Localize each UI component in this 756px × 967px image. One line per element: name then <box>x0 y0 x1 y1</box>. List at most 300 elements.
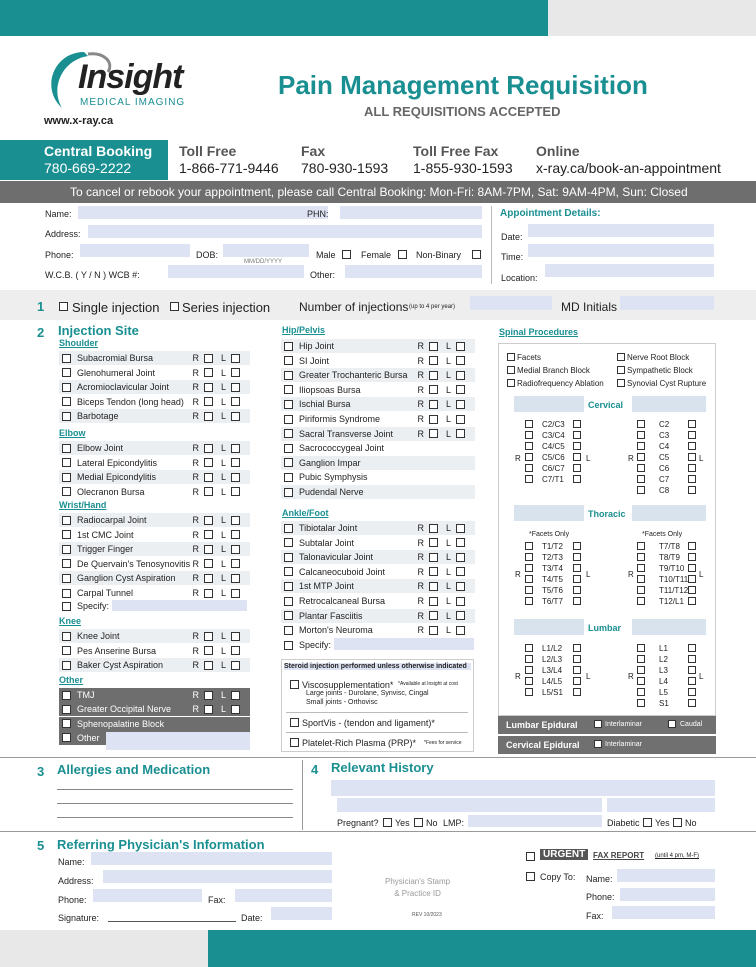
series-injection-label: Series injection <box>182 300 271 315</box>
phys-address-field[interactable] <box>103 870 332 883</box>
level-right-checkbox[interactable] <box>637 655 645 663</box>
left-label: L <box>220 631 226 641</box>
right-checkbox[interactable] <box>204 589 213 598</box>
level-right-checkbox[interactable] <box>637 464 645 472</box>
left-checkbox[interactable] <box>456 400 465 409</box>
contact-label-1: Toll Free <box>179 143 237 159</box>
left-checkbox[interactable] <box>231 545 240 554</box>
site-row <box>59 380 250 394</box>
site-checkbox[interactable] <box>284 444 293 453</box>
level-left-checkbox[interactable] <box>688 666 696 674</box>
site-checkbox[interactable] <box>284 400 293 409</box>
left-checkbox[interactable] <box>231 646 240 655</box>
level-left-checkbox[interactable] <box>688 655 696 663</box>
phys-date-field[interactable] <box>271 907 332 920</box>
left-checkbox[interactable] <box>231 530 240 539</box>
level-left-checkbox[interactable] <box>573 666 581 674</box>
site-checkbox[interactable] <box>62 632 71 641</box>
site-checkbox[interactable] <box>284 356 293 365</box>
right-checkbox[interactable] <box>429 524 438 533</box>
caudal-checkbox[interactable] <box>668 720 676 728</box>
level-right-checkbox[interactable] <box>525 575 533 583</box>
site-checkbox[interactable] <box>62 589 71 598</box>
left-checkbox[interactable] <box>231 516 240 525</box>
site-checkbox[interactable] <box>284 611 293 620</box>
level-left-checkbox[interactable] <box>573 586 581 594</box>
right-checkbox[interactable] <box>204 412 213 421</box>
sportvis-label: SportVis - (tendon and ligament)* <box>302 718 435 728</box>
site-label: Baker Cyst Aspiration <box>77 660 164 671</box>
left-checkbox[interactable] <box>456 567 465 576</box>
right-checkbox[interactable] <box>204 661 213 670</box>
copy-name-field[interactable] <box>617 869 715 882</box>
male-checkbox[interactable] <box>342 250 351 259</box>
right-checkbox[interactable] <box>204 487 213 496</box>
sportvis-checkbox[interactable] <box>290 718 299 727</box>
level-right-checkbox[interactable] <box>525 453 533 461</box>
left-checkbox[interactable] <box>231 589 240 598</box>
left-label: L <box>220 472 226 483</box>
right-checkbox[interactable] <box>429 538 438 547</box>
site-checkbox[interactable] <box>62 574 71 583</box>
right-checkbox[interactable] <box>204 705 213 714</box>
level-left-checkbox[interactable] <box>573 453 581 461</box>
site-checkbox[interactable] <box>62 397 71 406</box>
site-checkbox[interactable] <box>62 368 71 377</box>
left-label: L <box>220 544 226 555</box>
level-left-checkbox[interactable] <box>573 431 581 439</box>
left-checkbox[interactable] <box>456 356 465 365</box>
level-left-checkbox[interactable] <box>573 575 581 583</box>
level-right-checkbox[interactable] <box>525 655 533 663</box>
diabetic-no-checkbox[interactable] <box>673 818 682 827</box>
site-checkbox[interactable] <box>62 545 71 554</box>
level-left-checkbox[interactable] <box>573 688 581 696</box>
level-right-checkbox[interactable] <box>637 542 645 550</box>
site-checkbox[interactable] <box>62 646 71 655</box>
left-checkbox[interactable] <box>231 383 240 392</box>
level-left-checkbox[interactable] <box>573 553 581 561</box>
spinal-option-checkbox[interactable] <box>507 353 515 361</box>
other-label: Other: <box>310 270 336 280</box>
level-right-checkbox[interactable] <box>637 453 645 461</box>
level-left-checkbox[interactable] <box>573 542 581 550</box>
right-checkbox[interactable] <box>429 342 438 351</box>
level-right-checkbox[interactable] <box>637 431 645 439</box>
level-left-checkbox[interactable] <box>573 644 581 652</box>
right-label: R <box>192 558 199 569</box>
right-checkbox[interactable] <box>429 582 438 591</box>
right-checkbox[interactable] <box>429 567 438 576</box>
site-checkbox[interactable] <box>284 429 293 438</box>
level-left-checkbox[interactable] <box>688 431 696 439</box>
level-left-checkbox[interactable] <box>573 464 581 472</box>
level-right-checkbox[interactable] <box>525 553 533 561</box>
site-checkbox[interactable] <box>284 524 293 533</box>
level-right-checkbox[interactable] <box>637 420 645 428</box>
site-checkbox[interactable] <box>284 626 293 635</box>
spinal-option-checkbox[interactable] <box>507 379 515 387</box>
level-label: C4/C5 <box>542 442 565 451</box>
site-row <box>59 717 250 731</box>
left-checkbox[interactable] <box>456 597 465 606</box>
lumbar-interlaminar-checkbox[interactable] <box>594 720 602 728</box>
right-checkbox[interactable] <box>429 415 438 424</box>
site-row <box>59 528 250 542</box>
right-checkbox[interactable] <box>204 559 213 568</box>
right-checkbox[interactable] <box>429 611 438 620</box>
level-right-checkbox[interactable] <box>525 420 533 428</box>
site-label: Ganglion Impar <box>299 457 361 468</box>
level-right-checkbox[interactable] <box>525 542 533 550</box>
wrist-specify-checkbox[interactable] <box>62 602 71 611</box>
site-checkbox[interactable] <box>62 458 71 467</box>
right-checkbox[interactable] <box>204 516 213 525</box>
left-checkbox[interactable] <box>456 626 465 635</box>
right-checkbox[interactable] <box>204 368 213 377</box>
lmp-field[interactable] <box>468 815 602 827</box>
right-checkbox[interactable] <box>204 646 213 655</box>
level-right-checkbox[interactable] <box>637 586 645 594</box>
left-label: L <box>445 370 451 381</box>
left-checkbox[interactable] <box>456 415 465 424</box>
right-checkbox[interactable] <box>429 356 438 365</box>
contact-value-4[interactable]: x-ray.ca/book-an-appointment <box>536 160 721 176</box>
right-checkbox[interactable] <box>204 444 213 453</box>
left-checkbox[interactable] <box>456 538 465 547</box>
right-checkbox[interactable] <box>429 371 438 380</box>
logo-sub: MEDICAL IMAGING <box>80 97 186 108</box>
right-label: R <box>192 411 199 422</box>
right-checkbox[interactable] <box>204 530 213 539</box>
level-right-checkbox[interactable] <box>525 475 533 483</box>
level-label: C8 <box>659 486 670 495</box>
level-right-checkbox[interactable] <box>637 442 645 450</box>
left-checkbox[interactable] <box>456 429 465 438</box>
site-checkbox[interactable] <box>62 412 71 421</box>
site-checkbox[interactable] <box>62 719 71 728</box>
right-checkbox[interactable] <box>204 354 213 363</box>
level-right-checkbox[interactable] <box>525 564 533 572</box>
right-checkbox[interactable] <box>429 626 438 635</box>
level-left-checkbox[interactable] <box>688 475 696 483</box>
left-checkbox[interactable] <box>231 368 240 377</box>
right-label: R <box>417 428 424 439</box>
right-checkbox[interactable] <box>429 429 438 438</box>
level-right-checkbox[interactable] <box>637 666 645 674</box>
section-2-number: 2 <box>37 325 45 340</box>
appt-location-label: Location: <box>501 273 538 283</box>
single-injection-checkbox[interactable] <box>59 302 68 311</box>
phone-field[interactable] <box>80 244 190 257</box>
left-label: L <box>220 588 226 598</box>
level-left-checkbox[interactable] <box>688 586 696 594</box>
site-label: TMJ <box>77 690 95 700</box>
r-marker: R <box>515 672 521 681</box>
site-row <box>281 412 475 426</box>
nonbinary-checkbox[interactable] <box>472 250 481 259</box>
allergies-line-2[interactable] <box>57 803 293 804</box>
history-field-1[interactable] <box>331 780 715 796</box>
md-initials-field[interactable] <box>620 296 714 310</box>
site-label: Ganglion Cyst Aspiration <box>77 573 176 584</box>
site-checkbox[interactable] <box>284 342 293 351</box>
level-left-checkbox[interactable] <box>688 575 696 583</box>
level-left-checkbox[interactable] <box>688 644 696 652</box>
side-select <box>192 573 246 583</box>
signature-line[interactable] <box>108 921 236 922</box>
site-checkbox[interactable] <box>62 733 71 742</box>
site-checkbox[interactable] <box>284 371 293 380</box>
dob-field[interactable] <box>223 244 309 257</box>
left-checkbox[interactable] <box>231 444 240 453</box>
site-checkbox[interactable] <box>284 473 293 482</box>
left-checkbox[interactable] <box>231 705 240 714</box>
site-checkbox[interactable] <box>62 705 71 714</box>
side-select <box>192 588 246 598</box>
site-checkbox[interactable] <box>62 661 71 670</box>
level-label: L3 <box>659 666 668 675</box>
site-row <box>281 565 475 579</box>
level-left-checkbox[interactable] <box>573 677 581 685</box>
cervical-interlaminar-checkbox[interactable] <box>594 740 602 748</box>
site-checkbox[interactable] <box>62 354 71 363</box>
site-checkbox[interactable] <box>62 444 71 453</box>
site-checkbox[interactable] <box>284 553 293 562</box>
history-field-2[interactable] <box>337 798 602 812</box>
level-left-checkbox[interactable] <box>688 688 696 696</box>
right-label: R <box>417 370 424 381</box>
urgent-checkbox[interactable] <box>526 852 535 861</box>
side-select <box>192 660 246 670</box>
level-left-checkbox[interactable] <box>573 420 581 428</box>
copy-phone-field[interactable] <box>620 888 715 901</box>
diabetic-label: Diabetic <box>607 818 640 828</box>
left-checkbox[interactable] <box>231 691 240 700</box>
ankle-specify-checkbox[interactable] <box>284 641 293 650</box>
appt-time-field[interactable] <box>528 244 714 257</box>
other-specify-field[interactable] <box>106 732 250 750</box>
level-right-checkbox[interactable] <box>525 586 533 594</box>
site-checkbox[interactable] <box>62 473 71 482</box>
series-injection-checkbox[interactable] <box>170 302 179 311</box>
left-checkbox[interactable] <box>456 371 465 380</box>
ankle-specify-field[interactable] <box>334 638 474 650</box>
female-checkbox[interactable] <box>398 250 407 259</box>
level-right-checkbox[interactable] <box>637 475 645 483</box>
site-checkbox[interactable] <box>62 487 71 496</box>
site-checkbox[interactable] <box>62 559 71 568</box>
right-checkbox[interactable] <box>204 574 213 583</box>
right-checkbox[interactable] <box>429 385 438 394</box>
level-left-checkbox[interactable] <box>688 420 696 428</box>
level-left-checkbox[interactable] <box>573 655 581 663</box>
visco-small: Small joints - Orthovisc <box>306 699 378 706</box>
allergies-line-1[interactable] <box>57 789 293 790</box>
site-checkbox[interactable] <box>284 385 293 394</box>
visco-checkbox[interactable] <box>290 680 299 689</box>
level-left-checkbox[interactable] <box>688 677 696 685</box>
site-checkbox[interactable] <box>284 458 293 467</box>
left-checkbox[interactable] <box>231 458 240 467</box>
site-row <box>59 351 250 365</box>
left-checkbox[interactable] <box>231 487 240 496</box>
phn-label: PHN: <box>307 209 329 219</box>
phys-name-field[interactable] <box>91 852 332 865</box>
appt-location-field[interactable] <box>545 264 714 277</box>
name-field[interactable] <box>78 206 328 219</box>
l-marker: L <box>586 672 591 681</box>
wcb-field[interactable] <box>168 265 304 278</box>
site-checkbox[interactable] <box>62 516 71 525</box>
level-right-checkbox[interactable] <box>637 486 645 494</box>
right-checkbox[interactable] <box>204 458 213 467</box>
left-checkbox[interactable] <box>231 354 240 363</box>
spinal-option-checkbox[interactable] <box>617 379 625 387</box>
level-left-checkbox[interactable] <box>573 597 581 605</box>
allergies-title: Allergies and Medication <box>57 762 211 777</box>
level-left-checkbox[interactable] <box>573 475 581 483</box>
level-left-checkbox[interactable] <box>688 464 696 472</box>
right-label: R <box>417 625 424 636</box>
site-checkbox[interactable] <box>284 567 293 576</box>
right-checkbox[interactable] <box>429 400 438 409</box>
right-checkbox[interactable] <box>204 545 213 554</box>
prp-checkbox[interactable] <box>290 738 299 747</box>
level-left-checkbox[interactable] <box>573 442 581 450</box>
section-3-number: 3 <box>37 764 45 779</box>
right-checkbox[interactable] <box>204 632 213 641</box>
left-checkbox[interactable] <box>456 611 465 620</box>
level-right-checkbox[interactable] <box>525 644 533 652</box>
phys-fax-field[interactable] <box>235 889 332 902</box>
site-label: Subacromial Bursa <box>77 353 154 363</box>
level-right-checkbox[interactable] <box>525 442 533 450</box>
group-title: Shoulder <box>59 338 99 348</box>
level-right-checkbox[interactable] <box>525 597 533 605</box>
pregnant-yes-checkbox[interactable] <box>383 818 392 827</box>
address-field[interactable] <box>88 225 482 238</box>
level-right-checkbox[interactable] <box>637 644 645 652</box>
left-checkbox[interactable] <box>456 524 465 533</box>
level-right-checkbox[interactable] <box>525 666 533 674</box>
right-checkbox[interactable] <box>429 553 438 562</box>
spinal-option-label: Nerve Root Block <box>627 353 690 362</box>
site-checkbox[interactable] <box>62 530 71 539</box>
allergies-line-3[interactable] <box>57 817 293 818</box>
level-label: T8/T9 <box>659 553 680 562</box>
history-field-3[interactable] <box>607 798 715 812</box>
male-label: Male <box>316 250 336 260</box>
level-right-checkbox[interactable] <box>637 597 645 605</box>
level-right-checkbox[interactable] <box>637 688 645 696</box>
level-label: L2/L3 <box>542 655 563 664</box>
copy-to-checkbox[interactable] <box>526 872 535 881</box>
level-left-checkbox[interactable] <box>688 564 696 572</box>
divider <box>286 712 468 713</box>
left-checkbox[interactable] <box>231 397 240 406</box>
site-checkbox[interactable] <box>284 597 293 606</box>
level-right-checkbox[interactable] <box>525 464 533 472</box>
level-right-checkbox[interactable] <box>637 575 645 583</box>
level-left-checkbox[interactable] <box>573 564 581 572</box>
right-checkbox[interactable] <box>429 597 438 606</box>
level-left-checkbox[interactable] <box>688 486 696 494</box>
level-right-checkbox[interactable] <box>637 677 645 685</box>
right-checkbox[interactable] <box>204 691 213 700</box>
wrist-specify-field[interactable] <box>112 600 247 611</box>
phys-phone-field[interactable] <box>93 889 202 902</box>
right-checkbox[interactable] <box>204 383 213 392</box>
left-checkbox[interactable] <box>231 661 240 670</box>
left-checkbox[interactable] <box>456 342 465 351</box>
phn-field[interactable] <box>340 206 482 219</box>
copy-fax-field[interactable] <box>612 906 715 919</box>
divider <box>286 732 468 733</box>
left-checkbox[interactable] <box>456 385 465 394</box>
left-checkbox[interactable] <box>456 553 465 562</box>
level-left-checkbox[interactable] <box>688 453 696 461</box>
pregnant-no-checkbox[interactable] <box>414 818 423 827</box>
left-checkbox[interactable] <box>231 412 240 421</box>
level-right-checkbox[interactable] <box>637 553 645 561</box>
level-right-checkbox[interactable] <box>637 564 645 572</box>
left-checkbox[interactable] <box>231 632 240 641</box>
level-right-checkbox[interactable] <box>637 699 645 707</box>
right-checkbox[interactable] <box>204 397 213 406</box>
level-left-checkbox[interactable] <box>688 553 696 561</box>
level-left-checkbox[interactable] <box>688 699 696 707</box>
level-right-checkbox[interactable] <box>525 688 533 696</box>
site-label: Sacral Transverse Joint <box>299 428 394 439</box>
side-select <box>192 443 246 453</box>
injection-count-field[interactable] <box>470 296 552 310</box>
site-checkbox[interactable] <box>284 582 293 591</box>
side-select <box>417 370 471 380</box>
spinal-option-checkbox[interactable] <box>617 353 625 361</box>
side-select <box>417 414 471 424</box>
level-label: T4/T5 <box>542 575 563 584</box>
diabetic-yes-checkbox[interactable] <box>643 818 652 827</box>
diabetic-no-label: No <box>685 818 697 828</box>
group-title: Ankle/Foot <box>282 508 329 518</box>
spinal-option-checkbox[interactable] <box>507 366 515 374</box>
left-checkbox[interactable] <box>231 574 240 583</box>
left-checkbox[interactable] <box>231 473 240 482</box>
spinal-option-checkbox[interactable] <box>617 366 625 374</box>
level-left-checkbox[interactable] <box>688 597 696 605</box>
other-field[interactable] <box>345 265 482 278</box>
site-checkbox[interactable] <box>284 415 293 424</box>
site-checkbox[interactable] <box>62 383 71 392</box>
level-right-checkbox[interactable] <box>525 431 533 439</box>
left-checkbox[interactable] <box>231 559 240 568</box>
left-checkbox[interactable] <box>456 582 465 591</box>
site-row <box>281 550 475 564</box>
level-left-checkbox[interactable] <box>688 442 696 450</box>
appt-date-field[interactable] <box>528 224 714 237</box>
level-right-checkbox[interactable] <box>525 677 533 685</box>
site-checkbox[interactable] <box>284 488 293 497</box>
phys-name-label: Name: <box>58 857 85 867</box>
logo-url[interactable]: www.x-ray.ca <box>44 115 114 127</box>
site-row <box>59 586 250 600</box>
site-checkbox[interactable] <box>284 538 293 547</box>
site-checkbox[interactable] <box>62 691 71 700</box>
right-checkbox[interactable] <box>204 473 213 482</box>
level-left-checkbox[interactable] <box>688 542 696 550</box>
side-select <box>417 552 471 562</box>
